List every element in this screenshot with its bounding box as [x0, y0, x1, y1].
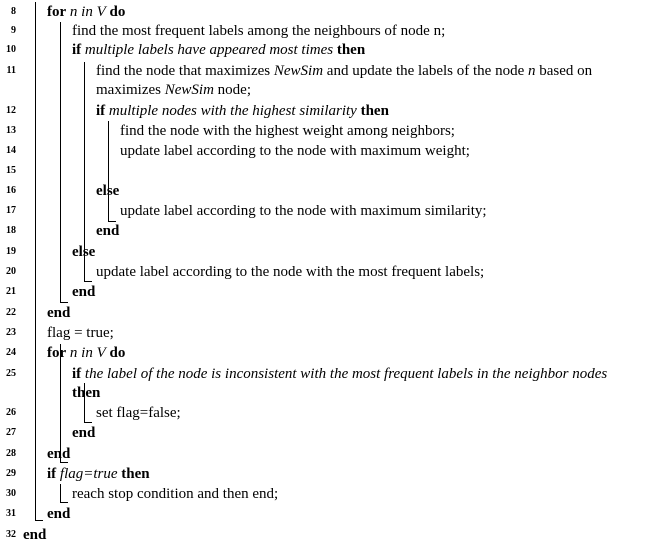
block-bar-hook	[60, 302, 68, 303]
code-line	[72, 485, 278, 503]
line-number: 9	[11, 25, 16, 36]
code-line	[96, 102, 389, 120]
code-line	[96, 81, 251, 99]
statement-text: and update the labels of the node	[323, 63, 528, 79]
line-number: 22	[6, 307, 16, 318]
keyword: if	[47, 466, 57, 482]
line-number: 29	[6, 468, 16, 479]
code-line	[96, 62, 592, 80]
block-bar	[108, 203, 109, 220]
keyword: end	[47, 506, 71, 522]
code-line	[47, 344, 125, 362]
statement-text: update label according to the node with the most frequent labels;	[96, 264, 485, 280]
code-line	[120, 142, 470, 160]
line-number: 24	[6, 347, 16, 358]
block-bar	[84, 383, 85, 422]
line-number: 16	[6, 185, 16, 196]
code-line	[72, 384, 100, 402]
line-number: 21	[6, 286, 16, 297]
keyword: end	[47, 305, 71, 321]
code-line	[96, 404, 181, 422]
block-bar	[108, 141, 109, 160]
math-expression: n	[527, 63, 536, 79]
code-line	[47, 465, 150, 483]
statement-text: maximizes	[96, 82, 165, 98]
line-number: 19	[6, 246, 16, 257]
line-number: 15	[6, 165, 16, 176]
keyword: do	[109, 345, 126, 361]
statement-text: set flag=false;	[96, 405, 181, 421]
line-number: 10	[6, 44, 16, 55]
keyword: end	[96, 223, 120, 239]
math-expression: multiple nodes with the highest similarity	[108, 103, 357, 119]
math-expression: NewSim	[164, 82, 214, 98]
code-line	[72, 424, 95, 442]
line-number: 28	[6, 448, 16, 459]
math-expression: NewSim	[273, 63, 324, 79]
line-number: 17	[6, 205, 16, 216]
line-number: 26	[6, 407, 16, 418]
line-number: 14	[6, 145, 16, 156]
block-bar	[60, 484, 61, 502]
code-line	[96, 263, 484, 281]
math-expression: n in V	[69, 345, 106, 361]
keyword: then	[360, 103, 389, 119]
math-expression: multiple labels have appeared most times	[84, 42, 334, 58]
line-number: 12	[6, 105, 16, 116]
block-bar-hook	[108, 221, 116, 222]
statement-text: update label according to the node with maximum similarity;	[120, 203, 487, 219]
statement-text: find the most frequent labels among the neighbours of node n;	[72, 23, 446, 39]
statement-text: reach stop condition and then end;	[72, 486, 279, 502]
line-number: 8	[11, 6, 16, 17]
code-line	[120, 202, 487, 220]
keyword: end	[47, 446, 71, 462]
code-line	[120, 122, 455, 140]
line-number: 25	[6, 368, 16, 379]
keyword: if	[72, 42, 82, 58]
code-line	[47, 324, 114, 342]
block-bar-hook	[60, 502, 68, 503]
statement-text: node;	[213, 82, 251, 98]
line-number: 30	[6, 488, 16, 499]
block-bar-hook	[84, 422, 92, 423]
keyword: else	[96, 183, 120, 199]
statement-text: update label according to the node with maximum weight;	[120, 143, 470, 159]
code-line	[72, 22, 445, 40]
block-bar-hook	[84, 281, 92, 282]
block-bar	[60, 22, 61, 302]
keyword: if	[72, 366, 82, 382]
line-number: 20	[6, 266, 16, 277]
code-line	[47, 505, 70, 523]
code-line	[72, 283, 95, 301]
code-line	[72, 41, 365, 59]
statement-text: based on	[535, 63, 593, 79]
keyword: for	[47, 4, 67, 20]
code-line	[47, 3, 125, 21]
code-line	[96, 222, 119, 240]
keyword: end	[72, 284, 96, 300]
code-line	[47, 445, 70, 463]
keyword: do	[109, 4, 126, 20]
line-number: 31	[6, 508, 16, 519]
block-bar	[60, 344, 61, 462]
keyword: then	[336, 42, 366, 58]
math-expression: n in V	[69, 4, 106, 20]
keyword: else	[72, 244, 96, 260]
line-number: 23	[6, 327, 16, 338]
statement-text: flag = true;	[47, 325, 114, 341]
statement-text: find the node with the highest weight among neighbors;	[120, 123, 455, 139]
code-line	[23, 526, 46, 544]
math-expression: flag=true	[59, 466, 118, 482]
line-number: 18	[6, 225, 16, 236]
block-bar	[35, 2, 36, 520]
block-bar-hook	[60, 462, 68, 463]
line-number: 11	[6, 65, 16, 76]
keyword: for	[47, 345, 67, 361]
keyword: then	[72, 385, 101, 401]
line-number: 27	[6, 427, 16, 438]
keyword: if	[96, 103, 106, 119]
statement-text: find the node that maximizes	[96, 63, 274, 79]
code-line	[47, 304, 70, 322]
block-bar	[84, 264, 85, 282]
block-bar-hook	[35, 520, 43, 521]
block-bar	[84, 62, 85, 281]
math-expression: the label of the node is inconsistent with the most frequent labels in the neighbor nodes	[84, 366, 608, 382]
keyword: then	[121, 466, 150, 482]
code-line	[72, 365, 607, 383]
line-number: 13	[6, 125, 16, 136]
keyword: end	[72, 425, 96, 441]
keyword: end	[23, 527, 47, 543]
line-number: 32	[6, 529, 16, 540]
